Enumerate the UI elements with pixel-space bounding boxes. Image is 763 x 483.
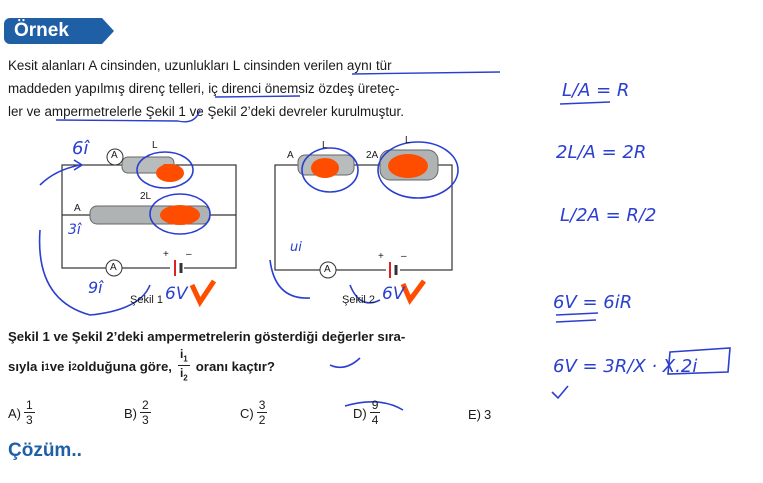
figure1-wire1-label: L	[152, 140, 158, 151]
side-note-4: 6V = 6iR	[553, 292, 633, 313]
ink-3i: 3î	[68, 222, 81, 238]
problem-line: Kesit alanları A cinsinden, uzunlukları L cinsinden verilen aynı tür	[8, 58, 392, 73]
figure2-caption: Şekil 2	[342, 294, 376, 306]
question-part: sıyla i	[8, 358, 45, 374]
question-sub: 1	[44, 361, 50, 372]
side-note-5: 6V = 3R/X · X.2i	[553, 356, 698, 377]
figure1-ammeter-label: A	[110, 262, 117, 273]
question-text	[8, 326, 508, 386]
choice-fraction	[24, 399, 35, 427]
fraction-den-sub: 2	[183, 373, 188, 383]
ink-6v-2: 6V	[382, 284, 405, 304]
ink-6i: 6î	[72, 138, 89, 159]
ink-ui: ui	[290, 240, 302, 255]
ratio-fraction	[178, 348, 190, 386]
figure1-meter-label: A	[111, 150, 118, 161]
choice-num: 3	[258, 398, 266, 412]
figure1-caption: Şekil 1	[130, 294, 164, 306]
figure2-wire1-label: L	[322, 140, 328, 151]
figure1-minus: –	[186, 249, 192, 260]
question-line-1: Şekil 1 ve Şekil 2’deki ampermetrelerin gösterdiği değerler sıra-	[8, 329, 406, 344]
choice-label: D)	[353, 405, 367, 421]
figure1-area2-label: A	[74, 203, 81, 214]
choice-value: 3	[484, 407, 492, 422]
choice-label: B)	[124, 405, 137, 421]
figure2-wire2-label: L	[405, 135, 411, 146]
choice-num: 9	[371, 398, 379, 412]
question-part: ve i	[49, 358, 72, 374]
question-part: olduğuna göre,	[76, 358, 172, 374]
choice-den: 2	[258, 413, 266, 427]
question-line-2	[8, 348, 508, 386]
example-badge-label: Örnek	[14, 20, 69, 41]
question-part: oranı kaçtır?	[195, 358, 275, 374]
marker-r3: R	[317, 156, 329, 174]
choice-fraction	[140, 399, 151, 427]
ink-6v-1: 6V	[165, 284, 188, 304]
ink-underlines	[56, 72, 500, 122]
problem-line: maddeden yapılmış direnç telleri, iç direnci önemsiz özdeş üreteç-	[8, 81, 400, 96]
choice-c[interactable]	[240, 399, 267, 427]
choice-d[interactable]	[353, 399, 380, 427]
choice-e[interactable]	[468, 407, 491, 422]
choice-den: 3	[142, 413, 149, 427]
question-sub: 2	[71, 361, 77, 372]
solution-heading: Çözüm..	[8, 440, 82, 461]
fraction-num: i	[179, 347, 184, 361]
problem-line: ler ve ampermetrelerle Şekil 1 ve Şekil 2’deki devreler kurulmuştur.	[8, 104, 404, 119]
choice-fraction	[370, 399, 381, 427]
choice-num: 1	[26, 398, 33, 412]
figure2-ammeter-label: A	[324, 264, 331, 275]
fraction-den: i	[179, 366, 184, 381]
choice-label: A)	[8, 405, 21, 421]
marker-r4: R/2	[394, 154, 422, 172]
choice-b[interactable]	[124, 399, 151, 427]
answer-choices	[8, 399, 508, 433]
side-note-3: L/2A = R/2	[560, 205, 657, 226]
marker-r1: R	[162, 161, 174, 179]
figure2-area2-label: 2A	[366, 150, 379, 161]
figure2-minus: –	[401, 251, 407, 262]
choice-fraction	[257, 399, 268, 427]
side-note-1: L/A = R	[562, 80, 630, 101]
figure2-plus: +	[378, 251, 384, 262]
choice-den: 3	[26, 413, 33, 427]
choice-label: C)	[240, 405, 254, 421]
fraction-num-sub: 1	[183, 354, 188, 364]
figure1-wire2-label: 2L	[140, 191, 152, 202]
side-note-2: 2L/A = 2R	[556, 142, 647, 163]
choice-den: 4	[371, 413, 379, 427]
figure1-battery	[170, 258, 184, 278]
figure2-area1-label: A	[287, 150, 294, 161]
choice-label: E)	[468, 407, 481, 422]
choice-num: 2	[142, 398, 149, 412]
ink-9i: 9î	[88, 278, 103, 297]
marker-r2: 2R	[168, 204, 190, 222]
choice-a[interactable]	[8, 399, 35, 427]
figure2-battery	[386, 260, 400, 280]
figure1-plus: +	[163, 249, 169, 260]
